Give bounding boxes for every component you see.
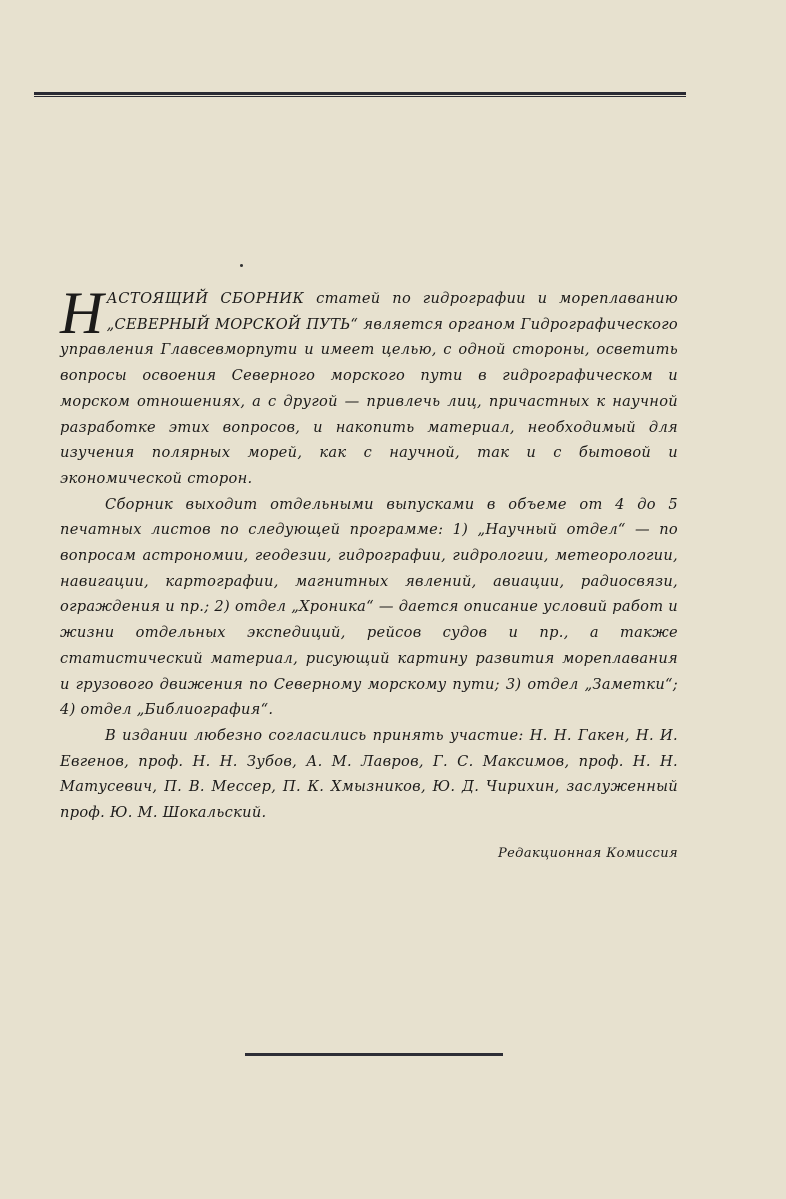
drop-cap: Н	[60, 280, 104, 346]
program-paragraph: Сборник выходит отдельными выпусками в объеме от 4 до 5 печатных листов по следующей программе: 1) „Научный отдел“ — по вопросам астрономии, геодезии, гидрографии, гидрологии, метеорологии, навигации, картографии, магнитных явлений, авиации, радиосвязи, ограждения и пр.; 2) отдел „Хроника“ — дается описание условий работ и жизни отдельных экспедиций, рейсов судов и пр., а также статистический материал, рисующий картину развития мореплавания и грузового движения по Северному морскому пути; 3) отдел „Заметки“; 4) отдел „Библиография“.	[60, 495, 678, 719]
body-text	[60, 280, 678, 826]
intro-paragraph	[60, 280, 678, 492]
signature: Редакционная Комиссия	[497, 846, 678, 861]
top-rule	[34, 92, 686, 97]
lead-caps: АСТОЯЩИЙ СБОРНИК	[106, 290, 305, 307]
contributors-paragraph: В издании любезно согласились принять участие: Н. Н. Гакен, Н. И. Евгенов, проф. Н. Н. Зубов, А. М. Лавров, Г. С. Максимов, проф. Н. Н. Матусевич, П. В. Мессер, П. К. Хмызников, Ю. Д. Чирихин, заслуженный проф. Ю. М. Шокальский.	[60, 726, 678, 822]
intro-body: статей по гидрографии и мореплаванию „СЕВЕРНЫЙ МОРСКОЙ ПУТЬ“ является органом Гидрографического управления Главсевморпути и имеет целью, с одной стороны, осветить вопросы освоения Северного морского пути в гидрографическом и морском отношениях, а с другой — привлечь лиц, причастных к научной разработке этих вопросов, и накопить материал, необходимый для изучения полярных морей, как с научной, так и с бытовой и экономической сторон.	[60, 290, 678, 487]
bottom-rule	[245, 1053, 503, 1056]
print-speck	[240, 264, 243, 267]
